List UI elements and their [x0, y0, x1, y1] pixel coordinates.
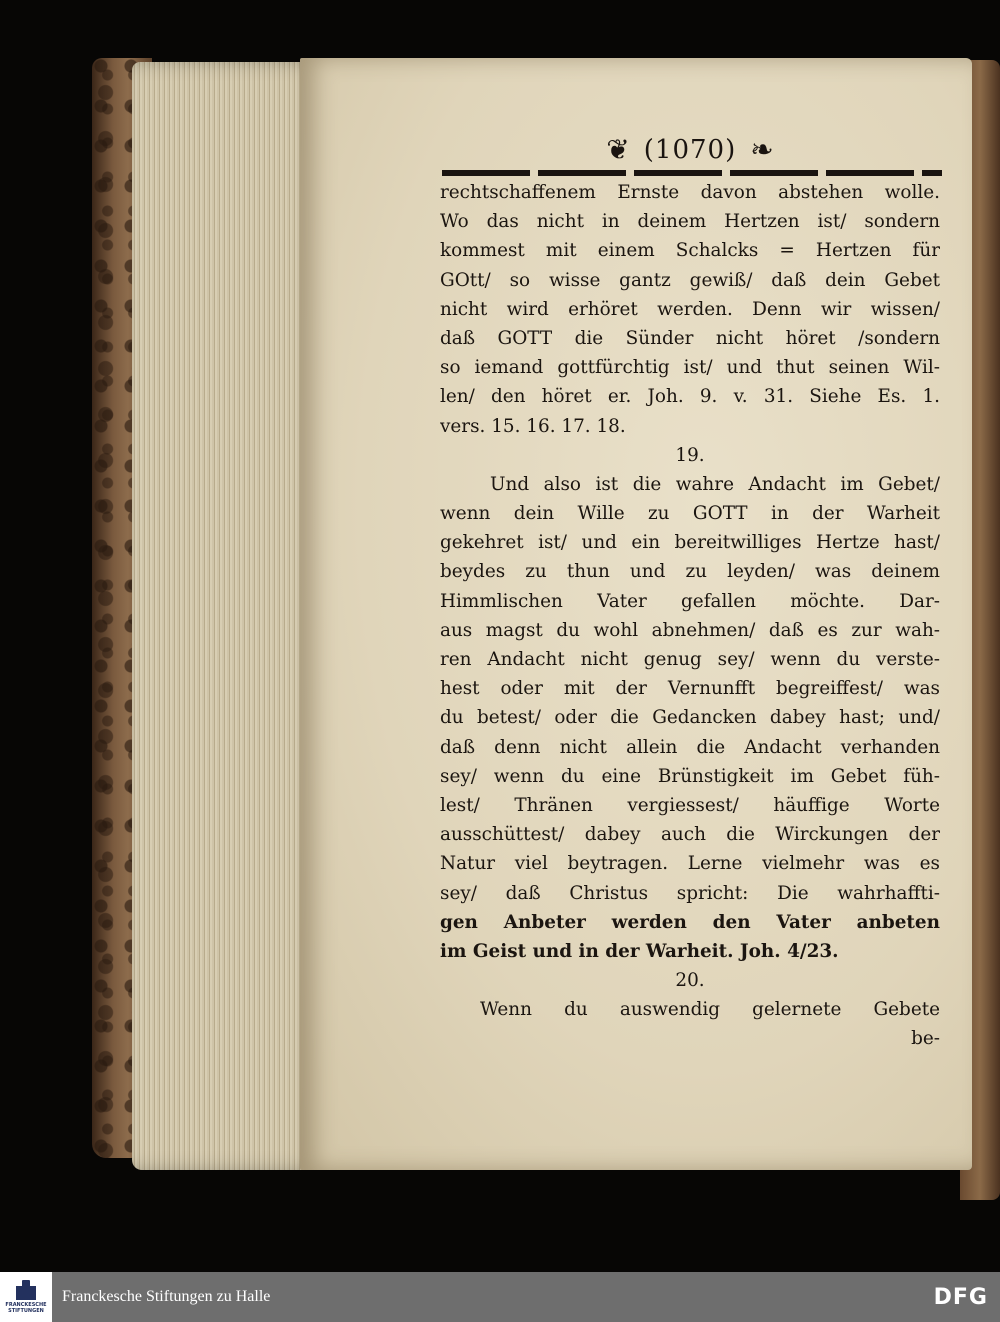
- institution-logo[interactable]: [0, 1272, 52, 1322]
- text-line: so iemand gottfürchtig ist/ und thut seinen Wil-: [440, 357, 940, 379]
- text-line: nicht wird erhöret werden. Denn wir wissen/: [440, 298, 940, 320]
- text-line: aus magst du wohl abnehmen/ daß es zur wah-: [440, 619, 940, 641]
- text-line: sey/ wenn du eine Brünstigkeit im Gebet füh-: [440, 765, 940, 787]
- text-line: Und also ist die wahre Andacht im Gebet/: [490, 473, 940, 495]
- dfg-logo[interactable]: DFG: [933, 1284, 988, 1310]
- text-line: ausschüttest/ dabey auch die Wirckungen der: [440, 824, 940, 846]
- text-line: sey/ daß Christus spricht: Die wahrhaffti-: [440, 882, 940, 904]
- text-line: gekehret ist/ und ein bereitwilliges Hertze hast/: [440, 532, 940, 554]
- header-rule: [442, 170, 942, 176]
- text-line: Wenn du auswendig gelernete Gebete: [480, 999, 940, 1021]
- text-line: vers. 15. 16. 17. 18.: [440, 415, 626, 437]
- text-line: wenn dein Wille zu GOTT in der Warheit: [440, 503, 940, 525]
- page-header: [440, 130, 940, 170]
- printed-page: [300, 58, 972, 1170]
- logo-text-1: FRANCKESCHE: [5, 1302, 47, 1308]
- section-number-20: 20.: [675, 970, 705, 992]
- page-fore-edge: [132, 62, 322, 1170]
- text-line: Natur viel beytragen. Lerne vielmehr was es: [440, 853, 940, 875]
- text-line: ren Andacht nicht genug sey/ wenn du verste-: [440, 649, 940, 670]
- building-icon: [13, 1280, 39, 1302]
- page-number: (1070): [643, 135, 737, 165]
- page-text: [440, 178, 940, 1054]
- section-number-19: 19.: [675, 444, 705, 466]
- text-line: du betest/ oder die Gedancken dabey hast; und/: [440, 707, 940, 729]
- text-line: daß GOTT die Sünder nicht höret /sondern: [440, 327, 940, 349]
- text-line: rechtschaffenem Ernste davon abstehen wolle.: [440, 182, 940, 203]
- ornament-right-icon: ❧: [750, 133, 774, 166]
- ornament-left-icon: ❦: [606, 133, 630, 166]
- text-line: GOtt/ so wisse gantz gewiß/ daß dein Gebet: [440, 269, 940, 291]
- text-line: Wo das nicht in deinem Hertzen ist/ sondern: [440, 211, 940, 233]
- logo-text-2: STIFTUNGEN: [8, 1308, 44, 1314]
- text-line: Himmlischen Vater gefallen möchte. Dar-: [440, 590, 940, 612]
- text-line: lest/ Thränen vergiessest/ häuffige Worte: [440, 794, 940, 816]
- text-line: gen Anbeter werden den Vater anbeten: [440, 911, 940, 933]
- text-line: daß denn nicht allein die Andacht verhanden: [440, 736, 940, 758]
- institution-name[interactable]: Franckesche Stiftungen zu Halle: [62, 1288, 271, 1305]
- text-line: beydes zu thun und zu leyden/ was deinem: [440, 561, 940, 583]
- text-line: len/ den höret er. Joh. 9. v. 31. Siehe Es. 1.: [440, 386, 940, 408]
- catchword: be-: [911, 1028, 940, 1050]
- text-line: kommest mit einem Schalcks = Hertzen für: [440, 240, 940, 262]
- text-line: im Geist und in der Warheit. Joh. 4/23.: [440, 940, 839, 962]
- text-line: hest oder mit der Vernunfft begreiffest/ was: [440, 678, 940, 700]
- footer-bar: [0, 1272, 1000, 1322]
